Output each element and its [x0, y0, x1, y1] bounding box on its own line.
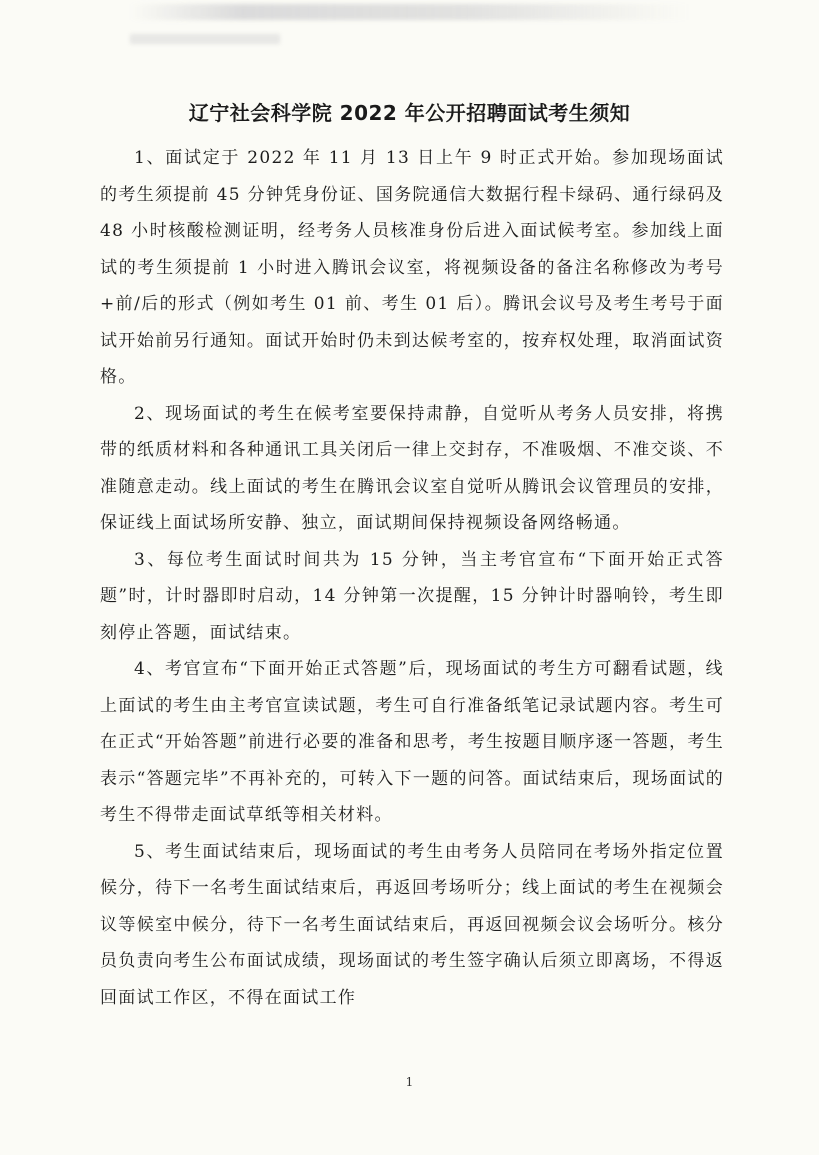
document-title: 辽宁社会科学院 2022 年公开招聘面试考生须知	[188, 101, 631, 125]
paragraph-5: 5、考生面试结束后，现场面试的考生由考务人员陪同在考场外指定位置候分，待下一名考生面试结束后，再返回考场听分；线上面试的考生在视频会议等候室中候分，待下一名考生面试结束后，再返回视频会议会场听分。核分员负责向考生公布面试成绩，现场面试的考生签字确认后须立即离场，不得返回面试工作区，不得在面试工作	[100, 841, 724, 1008]
paragraph-4: 4、考官宣布“下面开始正式答题”后，现场面试的考生方可翻看试题，线上面试的考生由主考官宣读试题，考生可自行准备纸笔记录试题内容。考生可在正式“开始答题”前进行必要的准备和思考，考生按题目顺序逐一答题，考生表示“答题完毕”不再补充的，可转入下一题的问答。面试结束后，现场面试的考生不得带走面试草纸等相关材料。	[100, 659, 724, 825]
scan-artifact	[130, 34, 280, 44]
paragraph-1: 1、面试定于 2022 年 11 月 13 日上午 9 时正式开始。参加现场面试的考生须提前 45 分钟凭身份证、国务院通信大数据行程卡绿码、通行绿码及 48 小时核酸检测证明，经考务人员核准身份后进入面试候考室。参加线上面试的考生须提前 1 小时进入腾讯会议室，将视频设备的备注名称修改为考号+前/后的形式（例如考生 01 前、考生 01 后）。腾讯会议号及考生考号于面试开始前另行通知。面试开始时仍未到达候考室的，按弃权处理，取消面试资格。	[100, 148, 724, 387]
page-number: 1	[405, 1075, 414, 1089]
paragraph-3: 3、每位考生面试时间共为 15 分钟，当主考官宣布“下面开始正式答题”时，计时器即时启动，14 分钟第一次提醒，15 分钟计时器响铃，考生即刻停止答题，面试结束。	[100, 549, 724, 643]
paragraph-2: 2、现场面试的考生在候考室要保持肃静，自觉听从考务人员安排，将携带的纸质材料和各种通讯工具关闭后一律上交封存，不准吸烟、不准交谈、不准随意走动。线上面试的考生在腾讯会议室自觉听从腾讯会议管理员的安排，保证线上面试场所安静、独立，面试期间保持视频设备网络畅通。	[100, 403, 724, 533]
scan-artifact	[130, 4, 690, 20]
document-body	[100, 140, 724, 1016]
